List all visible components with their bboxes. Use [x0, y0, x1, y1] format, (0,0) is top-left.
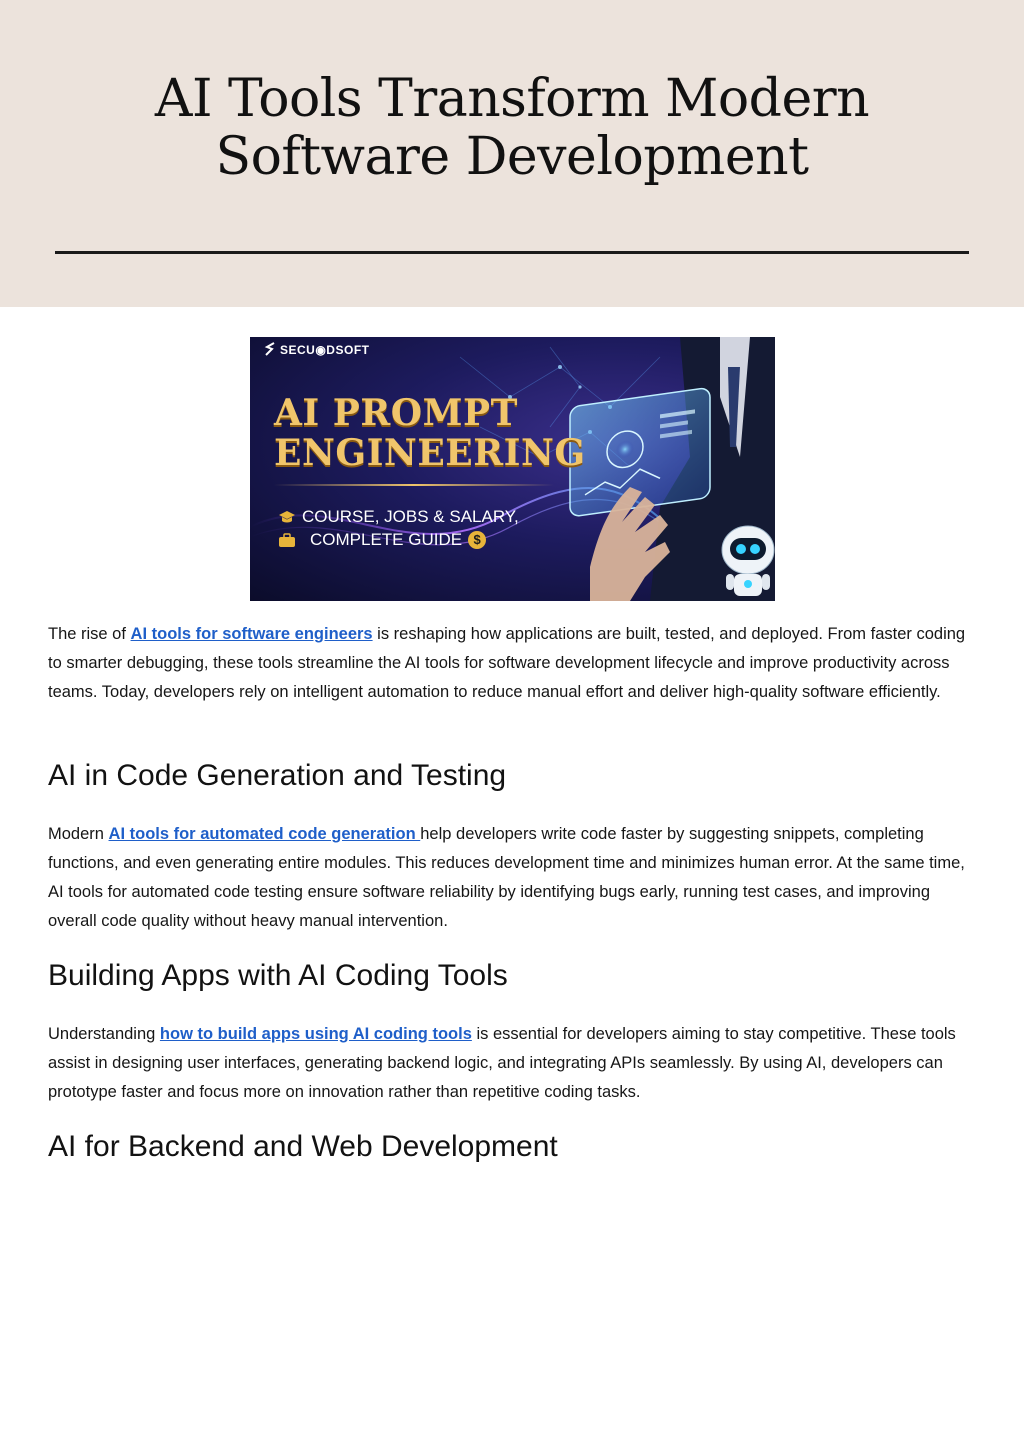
- intro-text-after: is reshaping how applications are built, tested, and deployed. From faster coding to smarter debugging, these tools streamline the AI tools for software development lifecycle and improve productivity across teams. Today, developers rely on intelligent automation to reduce manual effort and deliver high-quality software efficiently.: [48, 625, 966, 701]
- link-build-apps-ai-coding-tools[interactable]: how to build apps using AI coding tools: [159, 1025, 472, 1043]
- link-ai-tools-software-engineers[interactable]: AI tools for software engineers: [130, 625, 373, 643]
- brand-name: SECU◉DSOFT: [280, 343, 370, 357]
- section-text-after: is essential for developers aiming to stay competitive. These tools assist in designing user interfaces, generating backend logic, and integrating APIs seamlessly. By using AI, developers can prototype faster and focus more on innovation rather than repetitive coding tasks.: [48, 1025, 956, 1101]
- banner-subtitle-text: COMPLETE GUIDE: [310, 530, 463, 549]
- link-ai-tools-code-generation[interactable]: AI tools for automated code generation: [108, 825, 421, 843]
- brand-logo-icon: [264, 342, 276, 356]
- section-text-before: Understanding: [48, 1025, 160, 1043]
- banner-headline-line-2: ENGINEERING: [274, 432, 586, 474]
- section-heading: AI for Backend and Web Development: [48, 1130, 558, 1163]
- graduation-cap-icon: [278, 509, 296, 525]
- section-heading: AI in Code Generation and Testing: [48, 759, 507, 792]
- page-title-line-2: Software Development: [215, 127, 809, 187]
- page-title: [0, 70, 1024, 186]
- dollar-coin-icon: $: [468, 531, 486, 549]
- briefcase-icon: [278, 532, 296, 548]
- section-code-generation: [48, 758, 976, 794]
- section-heading: Building Apps with AI Coding Tools: [48, 959, 508, 992]
- banner-subtitle-line-1: COURSE, JOBS & SALARY,: [302, 507, 519, 526]
- section-building-apps-body: [48, 1020, 976, 1107]
- banner-gold-divider: [274, 484, 554, 486]
- section-paragraph: [48, 820, 976, 936]
- section-paragraph: [48, 1020, 976, 1107]
- header-divider: [55, 251, 969, 254]
- section-text-after: help developers write code faster by suggesting snippets, completing functions, and even generating entire modules. This reduces development time and minimizes human error. At the same time, AI tools for automated code testing ensure software reliability by identifying bugs early, running test cases, and improving overall code quality without heavy manual intervention.: [48, 825, 965, 930]
- section-building-apps: [48, 958, 976, 994]
- section-text-before: Modern: [48, 825, 109, 843]
- intro-section: [48, 620, 976, 707]
- section-backend-web: [48, 1129, 976, 1165]
- banner-headline-line-1: AI PROMPT: [274, 392, 518, 434]
- page-title-line-1: AI Tools Transform Modern: [154, 69, 870, 129]
- hero-banner-image: [250, 337, 775, 601]
- banner-headline: [274, 393, 586, 473]
- intro-text-before: The rise of: [48, 625, 131, 643]
- section-code-generation-body: [48, 820, 976, 936]
- page-header: [0, 0, 1024, 307]
- intro-paragraph: [48, 620, 976, 707]
- banner-subtitle-line-2: [310, 530, 486, 550]
